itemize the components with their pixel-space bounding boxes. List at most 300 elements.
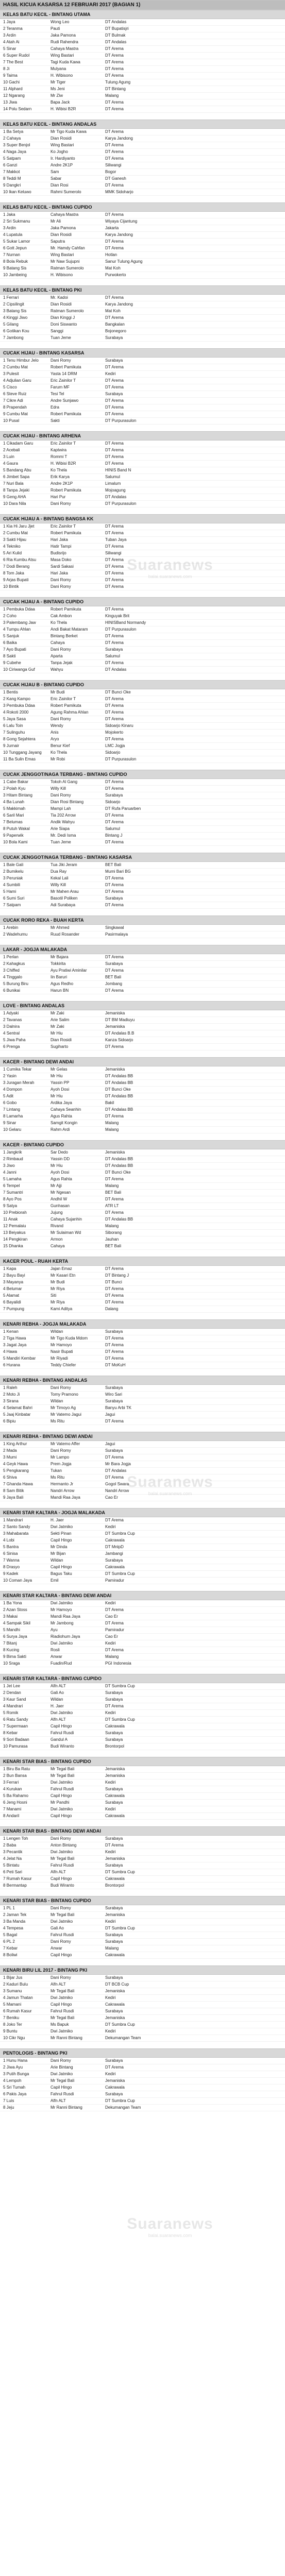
section-header: KENARI STAR BIAS - BINTANG DEWI ANDAI xyxy=(0,1826,285,1836)
rank-bird-cell: 6 Shiva xyxy=(3,1475,17,1480)
result-row xyxy=(0,544,285,550)
owner-cell: Mr Tegal Bali xyxy=(51,1912,75,1917)
team-cell: DT Arema xyxy=(105,1475,124,1480)
team-cell: DT Andalas BB xyxy=(105,1080,133,1085)
rank-bird-cell: 9 Satya xyxy=(3,1204,18,1208)
team-cell: DT Arema xyxy=(105,66,124,71)
owner-cell: Dwi Jatmiko xyxy=(51,1995,73,2000)
section-spacer xyxy=(0,2042,285,2048)
owner-cell: Tuan Jeme xyxy=(51,335,71,340)
owner-cell: Sar Dedo xyxy=(51,1150,68,1155)
owner-cell: Mr Hamoyo xyxy=(51,1607,72,1612)
owner-cell: Wahyu xyxy=(51,667,63,672)
result-row xyxy=(0,1392,285,1398)
result-row xyxy=(0,1856,285,1862)
owner-cell: Kekal Lali xyxy=(51,876,69,880)
result-row xyxy=(0,321,285,328)
team-cell: Jemaniska xyxy=(105,1024,125,1029)
result-row xyxy=(0,272,285,279)
result-row xyxy=(0,225,285,232)
team-cell: DT Arema xyxy=(105,737,124,741)
owner-cell: Emil xyxy=(51,1578,59,1583)
team-cell: DT Arema xyxy=(105,1356,124,1361)
owner-cell: Dwi Jatmiko xyxy=(51,1710,73,1715)
team-cell: Pasirmalaya xyxy=(105,932,128,937)
team-cell: DT Arema xyxy=(105,697,124,701)
team-cell: DT Arema xyxy=(105,1343,124,1347)
team-cell: Limalum xyxy=(105,481,121,486)
rank-bird-cell: 1 Bijar Jus xyxy=(3,1975,23,1980)
team-cell: DT Bintang xyxy=(105,87,126,91)
owner-cell: Benur Kief xyxy=(51,743,70,748)
team-cell: Bintang J xyxy=(105,833,123,838)
team-cell: DT Bulmak xyxy=(105,33,126,38)
owner-cell: Eric Zainilor T xyxy=(51,378,76,383)
result-row xyxy=(0,2078,285,2084)
team-cell: DT Arema xyxy=(105,441,124,446)
owner-cell: Mr Tegal Bali xyxy=(51,2078,75,2083)
team-cell: Kediri xyxy=(105,1919,116,1924)
team-cell: Kediri xyxy=(105,1850,116,1854)
rank-bird-cell: 3 Makai xyxy=(3,1614,18,1619)
rank-bird-cell: 5 Romik xyxy=(3,1710,19,1715)
section-spacer xyxy=(0,846,285,853)
result-row xyxy=(0,1660,285,1667)
result-row xyxy=(0,1697,285,1703)
section-spacer xyxy=(0,425,285,431)
section-spacer xyxy=(0,342,285,348)
result-row xyxy=(0,1952,285,1959)
rank-bird-cell: 10 Pamurasa xyxy=(3,1744,28,1749)
owner-cell: Tia 202 Arrow xyxy=(51,813,76,818)
owner-cell: Dani Romy xyxy=(51,647,71,652)
result-row xyxy=(0,523,285,530)
rank-bird-cell: 9 Jaya Bali xyxy=(3,1495,24,1500)
team-cell: Cakrawala xyxy=(105,1814,125,1818)
rank-bird-cell: 8 Prapendah xyxy=(3,405,27,410)
result-section xyxy=(0,1319,285,1376)
result-row xyxy=(0,1342,285,1349)
rank-bird-cell: 5 Sanjuk xyxy=(3,634,20,638)
rank-bird-cell: 5 Adit xyxy=(3,1094,14,1098)
rank-bird-cell: 2 Azan Stoss xyxy=(3,1607,27,1612)
rank-bird-cell: 4 Mandrari xyxy=(3,1704,23,1708)
result-row xyxy=(0,1127,285,1133)
result-row xyxy=(0,129,285,135)
rank-bird-cell: 5 Bintatu xyxy=(3,1863,20,1868)
owner-cell: Ir. Hardiyanto xyxy=(51,156,75,161)
team-cell: Surabaya xyxy=(105,2092,123,2096)
owner-cell: Alfn ALT xyxy=(51,1982,66,1987)
rank-bird-cell: 3 Palembang Jaw xyxy=(3,620,36,625)
rank-bird-cell: 4 Tekniko xyxy=(3,544,21,549)
team-cell: Dekumangan Team xyxy=(105,2105,141,2110)
result-row xyxy=(0,1793,285,1800)
result-row xyxy=(0,799,285,806)
result-section xyxy=(0,916,285,945)
result-row xyxy=(0,819,285,826)
owner-cell: Dani Romy xyxy=(51,578,71,582)
result-section xyxy=(0,120,285,202)
rank-bird-cell: 2 Yasin xyxy=(3,1074,16,1078)
result-row xyxy=(0,218,285,225)
result-row xyxy=(0,239,285,245)
result-section xyxy=(0,1826,285,1896)
result-row xyxy=(0,1544,285,1551)
rank-bird-cell: 2 Cumbu Mat xyxy=(3,531,28,535)
rank-bird-cell: 1 Lengen Toh xyxy=(3,1836,28,1841)
rank-bird-cell: 3 Sumanu xyxy=(3,1989,22,1993)
team-cell: DT Arema xyxy=(105,378,124,383)
section-header: CUCAK HIJAU - BINTANG ARHENA xyxy=(0,431,285,440)
section-header: KENARI STAR KALTARA - BINTANG CUPIDO xyxy=(0,1674,285,1683)
rank-bird-cell: 3 Kaur Sand xyxy=(3,1697,26,1702)
rank-bird-cell: 9 Batang Sis xyxy=(3,266,27,270)
rank-bird-cell: 2 Sri Sukmanu xyxy=(3,219,30,224)
owner-cell: Andik Wahyu xyxy=(51,820,75,824)
team-cell: Jemaniska xyxy=(105,1011,125,1015)
result-row xyxy=(0,1640,285,1647)
team-cell: DT Andalas xyxy=(105,495,127,499)
result-row xyxy=(0,176,285,182)
owner-cell: Sugiharto xyxy=(51,1044,69,1049)
rank-bird-cell: 4 Ba Lunah xyxy=(3,800,24,804)
result-row xyxy=(0,384,285,391)
team-cell: DT Andalas BB xyxy=(105,1094,133,1098)
owner-cell: Dani Romy xyxy=(51,584,71,589)
team-cell: Brontorpol xyxy=(105,1883,124,1888)
team-cell: MMK Sidoharjo xyxy=(105,190,133,194)
rank-bird-cell: 2 Bumikelu xyxy=(3,869,24,874)
owner-cell: Rosli xyxy=(51,1648,60,1652)
owner-cell: Mandi Raa Jaya xyxy=(51,1614,80,1619)
team-cell: Surabaya xyxy=(105,1863,123,1868)
team-cell: DT Arema xyxy=(105,883,124,887)
owner-cell: Budi Wiranto xyxy=(51,1883,74,1888)
rank-bird-cell: 2 Teranma xyxy=(3,26,23,31)
team-cell: DT Arema xyxy=(105,1518,124,1522)
rank-bird-cell: 4 Sentral xyxy=(3,1031,20,1036)
owner-cell: Pauti xyxy=(51,26,60,31)
result-row xyxy=(0,1571,285,1578)
team-cell: DT Arema xyxy=(105,531,124,535)
owner-cell: Ms Ritu xyxy=(51,1419,65,1423)
result-row xyxy=(0,142,285,149)
rank-bird-cell: 7 Lintang xyxy=(3,1107,20,1112)
rank-bird-cell: 1 Perlan xyxy=(3,955,19,959)
rank-bird-cell: 8 Andaril xyxy=(3,1814,20,1818)
watermark-url: balai.suaranews.com xyxy=(148,574,192,579)
result-row xyxy=(0,162,285,169)
team-cell: Surabaya xyxy=(105,1385,123,1390)
rank-bird-cell: 4 Hawa xyxy=(3,1349,18,1354)
result-row xyxy=(0,481,285,487)
rank-bird-cell: 2 Santo Sandy xyxy=(3,1524,30,1529)
rank-bird-cell: 3 Pembuka Ddaa xyxy=(3,703,35,708)
rank-bird-cell: 1 Pembuka Ddaa xyxy=(3,607,35,612)
owner-cell: Teddy Chiefer xyxy=(51,1363,76,1367)
result-row xyxy=(0,981,285,988)
owner-cell: Mr Ali xyxy=(51,219,61,224)
result-section xyxy=(0,2048,285,2118)
rank-bird-cell: 4 Selamat Bahri xyxy=(3,1405,32,1410)
owner-cell: Mr Tegal Bali xyxy=(51,1856,75,1861)
result-row xyxy=(0,461,285,467)
rank-bird-cell: 1 Cabe Bakar xyxy=(3,779,28,784)
result-row xyxy=(0,1349,285,1355)
team-cell: DT Sumbra Cup xyxy=(105,1531,135,1536)
owner-cell: Jaka Pamona xyxy=(51,226,76,230)
rank-bird-cell: 3 Mahabarata xyxy=(3,1531,29,1536)
team-cell: Malang xyxy=(105,1224,119,1228)
result-row xyxy=(0,259,285,265)
team-cell: DT Purpurasulon xyxy=(105,757,137,761)
result-row xyxy=(0,743,285,750)
rank-bird-cell: 5 Sukar Lamor xyxy=(3,239,30,244)
owner-cell: Wildan xyxy=(51,1329,63,1334)
rank-bird-cell: 8 Kebar xyxy=(3,1731,18,1735)
rank-bird-cell: 10 Prebiorah xyxy=(3,1210,27,1215)
result-row xyxy=(0,1578,285,1584)
team-cell: Kediri xyxy=(105,1641,116,1646)
result-row xyxy=(0,1412,285,1418)
rank-bird-cell: 4 Tinggalo xyxy=(3,975,22,979)
rank-bird-cell: 1 Jangkrik xyxy=(3,1150,22,1155)
rank-bird-cell: 13 Jiwa xyxy=(3,100,18,105)
owner-cell: Ms Jeni xyxy=(51,87,65,91)
rank-bird-cell: 1 Cikadam Garu xyxy=(3,441,33,446)
team-cell: DT MnlpD xyxy=(105,1545,124,1549)
rank-bird-cell: 3 Ardin xyxy=(3,226,16,230)
owner-cell: Mr Robi xyxy=(51,757,65,761)
owner-cell: Hari Jaka xyxy=(51,537,68,542)
result-row xyxy=(0,1836,285,1842)
owner-cell: Cahaya Sujanhin xyxy=(51,1217,82,1222)
result-row xyxy=(0,1488,285,1495)
owner-cell: Iin Baruri xyxy=(51,975,68,979)
result-row xyxy=(0,968,285,974)
team-cell: Surabaya xyxy=(105,1329,123,1334)
team-cell: DT Andalas BB xyxy=(105,1163,133,1168)
result-row xyxy=(0,1703,285,1710)
owner-cell: Robert Pamikuta xyxy=(51,412,81,416)
result-row xyxy=(0,1107,285,1113)
team-cell: Malang xyxy=(105,1121,119,1125)
owner-cell: Rahmi Sumerolo xyxy=(51,190,81,194)
owner-cell: Tagi Kuda Kawa xyxy=(51,60,80,64)
result-row xyxy=(0,474,285,481)
result-row xyxy=(0,1551,285,1557)
result-row xyxy=(0,756,285,763)
owner-cell: Robert Pamikuta xyxy=(51,703,81,708)
team-cell: DT Arema xyxy=(105,53,124,58)
result-row xyxy=(0,1912,285,1919)
team-cell: DT MoKuH xyxy=(105,1363,126,1367)
result-row xyxy=(0,335,285,342)
rank-bird-cell: 9 Dangkri xyxy=(3,183,21,188)
rank-bird-cell: 9 Sori Badaan xyxy=(3,1737,29,1742)
team-cell: DT Bintang J xyxy=(105,1273,129,1278)
rank-bird-cell: 10 Gelaru xyxy=(3,1127,22,1132)
result-section xyxy=(0,1057,285,1140)
rank-bird-cell: 7 Kebar xyxy=(3,1946,18,1951)
rank-bird-cell: 9 Buntu xyxy=(3,2029,18,2033)
rank-bird-cell: 1 Tenu Himbur Jelo xyxy=(3,358,39,363)
rank-bird-cell: 1 Kia Hi Jaru Jjet xyxy=(3,524,35,529)
result-row xyxy=(0,875,285,882)
owner-cell: Tesi Tel xyxy=(51,392,64,396)
owner-cell: Mandi Raa Jaya xyxy=(51,1495,80,1500)
rank-bird-cell: 8 Sam Bitik xyxy=(3,1488,24,1493)
owner-cell: Tua Jiki Jeram xyxy=(51,862,77,867)
owner-cell: Cahaya xyxy=(51,1244,65,1248)
result-row xyxy=(0,633,285,640)
rank-bird-cell: 4 Kurukan xyxy=(3,1787,22,1791)
result-row xyxy=(0,2022,285,2028)
section-header: KELAS BATU KECIL - BINTANG UTAMA xyxy=(0,10,285,19)
result-row xyxy=(0,1216,285,1223)
result-row xyxy=(0,716,285,723)
owner-cell: Andi Bakat Mataram xyxy=(51,627,88,632)
team-cell: DT Arema xyxy=(105,1197,124,1201)
result-row xyxy=(0,1773,285,1780)
owner-cell: Gali Ao xyxy=(51,1690,64,1695)
rank-bird-cell: 2 Polah Kyu xyxy=(3,786,26,791)
section-header: KENARI REBHA - BINTANG DEWI ANDAI xyxy=(0,1432,285,1441)
owner-cell: Cahaya Seanhin xyxy=(51,1107,81,1112)
owner-cell: Mr Tegal Bali xyxy=(51,2015,75,2020)
team-cell: BET Bali xyxy=(105,862,121,867)
owner-cell: Willy Kill xyxy=(51,786,66,791)
rank-bird-cell: 9 Sinar xyxy=(3,1121,16,1125)
owner-cell: Ms Ritu xyxy=(51,1475,65,1480)
result-row xyxy=(0,1286,285,1293)
result-row xyxy=(0,398,285,404)
team-cell: Kediri xyxy=(105,2029,116,2033)
rank-bird-cell: 2 Kang Kampo xyxy=(3,697,30,701)
owner-cell: Ayoh Dosi xyxy=(51,1170,70,1175)
result-section xyxy=(0,1376,285,1432)
result-row xyxy=(0,252,285,259)
owner-cell: Masa Doko xyxy=(51,557,72,562)
rank-bird-cell: 5 Alamat xyxy=(3,1293,20,1298)
result-row xyxy=(0,1717,285,1723)
owner-cell: Gandul A xyxy=(51,1737,68,1742)
rank-bird-cell: 5 Lamaha xyxy=(3,1177,22,1181)
section-header: CUCAK HIJAU A - BINTANG CUPIDO xyxy=(0,597,285,606)
result-row xyxy=(0,1156,285,1163)
team-cell: DT Purpurasulon xyxy=(105,418,137,423)
rank-bird-cell: 7 Cikre Adi xyxy=(3,398,23,403)
owner-cell: Dian Kinggi J xyxy=(51,315,75,320)
page-title: HASIL KICUA KASARSA 12 FEBRUARI 2017 (BAGIAN 1) xyxy=(0,0,285,10)
owner-cell: Mr Hiu xyxy=(51,1031,63,1036)
result-row xyxy=(0,1537,285,1544)
rank-bird-cell: 6 Tempel xyxy=(3,1183,20,1188)
team-cell: Surabaya xyxy=(105,961,123,966)
rank-bird-cell: 6 Gotikan Kou xyxy=(3,329,29,333)
team-cell: Cakrawala xyxy=(105,1953,125,1957)
team-cell: DT Arema xyxy=(105,60,124,64)
rank-bird-cell: 4 Adjulian Garu xyxy=(3,378,31,383)
result-section xyxy=(0,945,285,1001)
result-section xyxy=(0,1674,285,1757)
result-row xyxy=(0,1517,285,1524)
team-cell: DT Arema xyxy=(105,1210,124,1215)
rank-bird-cell: 6 Jeng Hosni xyxy=(3,1800,27,1805)
team-cell: DT BM Madiuyu xyxy=(105,1018,135,1022)
team-cell: DT Arema xyxy=(105,889,124,894)
owner-cell: Dian Rosi xyxy=(51,183,69,188)
result-row xyxy=(0,2091,285,2098)
section-spacer xyxy=(0,113,285,120)
section-header: PENTOLOGIS - BINTANG PKI xyxy=(0,2048,285,2058)
team-cell: DT Arema xyxy=(105,786,124,791)
owner-cell: Capil Hingo xyxy=(51,1538,72,1543)
section-header: LOVE - BINTANG ANDALAS xyxy=(0,1001,285,1010)
result-row xyxy=(0,1066,285,1073)
owner-cell: Tanpa Jejak xyxy=(51,660,73,665)
section-header: KENARI BIRU LIL 2017 - BINTANG PKI xyxy=(0,1965,285,1975)
owner-cell: Robert Pamikuta xyxy=(51,365,81,369)
team-cell: DT Arema xyxy=(105,2065,124,2070)
result-section xyxy=(0,1140,285,1257)
result-row xyxy=(0,779,285,786)
owner-cell: Fuadin/Rud xyxy=(51,1661,72,1666)
team-cell: Surabaya xyxy=(105,1558,123,1563)
owner-cell: Basotil Poliken xyxy=(51,896,78,901)
result-row xyxy=(0,391,285,398)
team-cell: Mat Koh xyxy=(105,309,121,313)
team-cell: Surabaya xyxy=(105,793,123,798)
rank-bird-cell: 7 Jambong xyxy=(3,335,24,340)
team-cell: Jemaniska xyxy=(105,1856,125,1861)
owner-cell: H. Jaer xyxy=(51,1518,64,1522)
team-cell: DT Andalas xyxy=(105,667,127,672)
team-cell: Surabaya xyxy=(105,1906,123,1910)
team-cell: DT Arema xyxy=(105,813,124,818)
rank-bird-cell: 5 Ba Rahamo xyxy=(3,1793,28,1798)
team-cell: Malang xyxy=(105,1946,119,1951)
rank-bird-cell: 5 Bandang Abu xyxy=(3,468,31,472)
owner-cell: Mr Riya xyxy=(51,1300,65,1304)
result-row xyxy=(0,53,285,59)
section-spacer xyxy=(0,1584,285,1591)
team-cell: DT Arema xyxy=(105,100,124,105)
rank-bird-cell: 1 Arebin xyxy=(3,925,19,930)
rank-bird-cell: 8 Tom Jaka xyxy=(3,571,24,575)
rank-bird-cell: 10 Gachi xyxy=(3,80,20,84)
result-row xyxy=(0,1113,285,1120)
section-spacer xyxy=(0,1501,285,1508)
rank-bird-cell: 10 Dara Nila xyxy=(3,501,26,506)
section-spacer xyxy=(0,1667,285,1674)
rank-bird-cell: 4 Janni xyxy=(3,1170,16,1175)
team-cell: Kediri xyxy=(105,1995,116,2000)
result-row xyxy=(0,786,285,792)
owner-cell: Mr Tegal Bali xyxy=(51,1773,75,1778)
result-row xyxy=(0,882,285,889)
team-cell: Cao Er xyxy=(105,1495,118,1500)
team-cell: Kediri xyxy=(105,371,116,376)
rank-bird-cell: 3 Mayanya xyxy=(3,1280,24,1284)
rank-bird-cell: 9 Cumbu Mat xyxy=(3,412,28,416)
section-spacer xyxy=(0,994,285,1001)
rank-bird-cell: 1 Biru Ba Ratu xyxy=(3,1767,30,1771)
section-spacer xyxy=(0,1889,285,1896)
result-row xyxy=(0,1780,285,1786)
owner-cell: Sakti xyxy=(51,418,60,423)
